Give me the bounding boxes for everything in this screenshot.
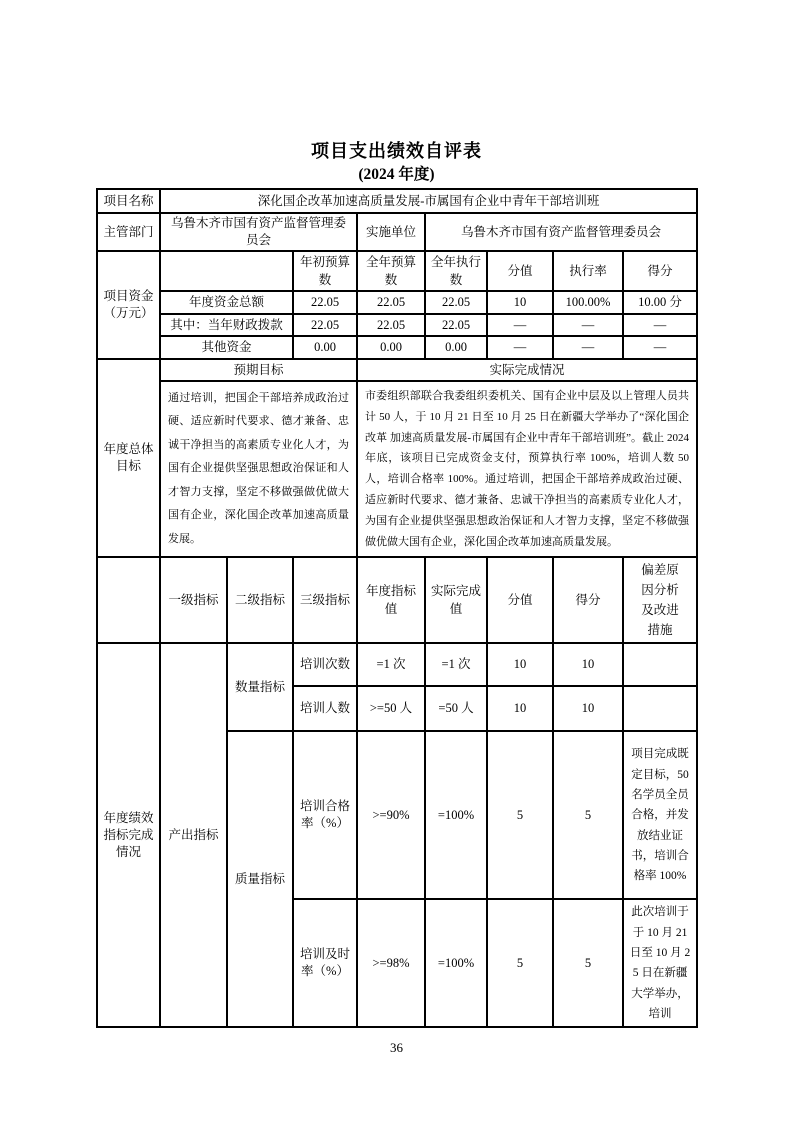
funding-annual-value: 22.05 (357, 314, 425, 336)
funding-annual-value: 22.05 (357, 291, 425, 314)
indicator-score: 10 (553, 686, 623, 731)
row-goal-header (97, 359, 697, 381)
indicator-actual: =100% (425, 731, 487, 899)
funding-header-annual-executed: 全年执行数 (425, 251, 487, 291)
indicator-name: 培训人数 (293, 686, 357, 731)
indicator-score: 10 (553, 643, 623, 686)
document-title: 项目支出绩效自评表 (311, 141, 482, 161)
indicator-target: >=50 人 (357, 686, 425, 731)
funding-header-initial-budget: 年初预算数 (293, 251, 357, 291)
funding-rate-value: 100.00% (553, 291, 623, 314)
indicator-weight: 5 (487, 899, 553, 1027)
indicator-weight: 10 (487, 643, 553, 686)
indicator-name: 培训次数 (293, 643, 357, 686)
funding-annual-value: 0.00 (357, 336, 425, 359)
funding-header-execution-rate: 执行率 (553, 251, 623, 291)
indicator-header-weight: 分值 (487, 557, 553, 643)
indicator-target: >=90% (357, 731, 425, 899)
row-departments (97, 213, 697, 251)
indicator-quantity-label: 数量指标 (227, 643, 293, 731)
funding-row-label: 年度资金总额 (160, 291, 293, 314)
indicator-remark: 项目完成既定目标，50 名学员全员合格，并发放结业证书，培训合格率 100% (623, 731, 697, 899)
dept-value: 乌鲁木齐市国有资产监督管理委员会 (160, 213, 357, 251)
goal-actual-header: 实际完成情况 (357, 359, 697, 381)
funding-initial-value: 0.00 (293, 336, 357, 359)
indicator-header-level1: 一级指标 (160, 557, 227, 643)
funding-row-label: 其中：当年财政拨款 (160, 314, 293, 336)
funding-header-annual-budget: 全年预算数 (357, 251, 425, 291)
indicator-remark: 此次培训于于 10 月 21 日至 10 月 25 日在新疆大学举办，培训 (623, 899, 697, 1027)
row-indicator-training-count (97, 643, 697, 686)
funding-weight-value: — (487, 336, 553, 359)
indicator-actual: =50 人 (425, 686, 487, 731)
document-subtitle: (2024 年度) (358, 166, 435, 183)
row-funding-total (97, 291, 697, 314)
indicator-section-label: 年度绩效指标完成情况 (97, 643, 160, 1027)
indicator-actual: =1 次 (425, 643, 487, 686)
project-name-label: 项目名称 (97, 189, 160, 213)
indicator-remark (623, 686, 697, 731)
row-indicator-header (97, 557, 697, 643)
project-name-value: 深化国企改革加速高质量发展-市属国有企业中青年干部培训班 (160, 189, 697, 213)
impl-unit-label: 实施单位 (357, 213, 425, 251)
indicator-name: 培训及时率（%） (293, 899, 357, 1027)
row-funding-header (97, 251, 697, 291)
row-project-name (97, 189, 697, 213)
funding-score-value: 10.00 分 (623, 291, 697, 314)
funding-weight-value: — (487, 314, 553, 336)
funding-rate-value: — (553, 314, 623, 336)
indicator-score: 5 (553, 731, 623, 899)
goal-expected-text: 通过培训，把国企干部培养成政治过硬、适应新时代要求、德才兼备、忠诚干净担当的高素质专业化人才，为国有企业提供坚强思想政治保证和人才智力支撑，坚定不移做强做优做大国有企业，深化国企改革加速高质量发展。 (160, 381, 357, 557)
funding-section-label: 项目资金（万元） (97, 251, 160, 359)
indicator-blank-cell (97, 557, 160, 643)
indicator-header-deviation: 偏差原因分析及改进措施 (623, 557, 697, 643)
funding-executed-value: 0.00 (425, 336, 487, 359)
indicator-name: 培训合格率（%） (293, 731, 357, 899)
indicator-header-actual: 实际完成值 (425, 557, 487, 643)
funding-score-value: — (623, 336, 697, 359)
indicator-header-level3: 三级指标 (293, 557, 357, 643)
funding-executed-value: 22.05 (425, 314, 487, 336)
indicator-quality-label: 质量指标 (227, 731, 293, 1027)
indicator-target: >=98% (357, 899, 425, 1027)
row-funding-other (97, 336, 697, 359)
funding-score-value: — (623, 314, 697, 336)
indicator-weight: 5 (487, 731, 553, 899)
goal-actual-text: 市委组织部联合我委组织委机关、国有企业中层及以上管理人员共计 50 人，于 10 月 21 日至 10 月 25 日在新疆大学举办了“深化国企改革 加速高质量发展-市属国有企业中青年干部培训班”。截止 2024 年底，该项目已完成资金支付，预算执行率 100%，培训人数 50 人，培训合格率 100%。通过培训，把国企干部培养成政治过硬、适应新时代要求、德才兼备、忠诚干净担当的高素质专业化人才，为国有企业提供坚强思想政治保证和人才智力支撑，坚定不移做强做优做大国有企业，深化国企改革加速高质量发展。 (357, 381, 697, 557)
funding-row-label: 其他资金 (160, 336, 293, 359)
funding-initial-value: 22.05 (293, 291, 357, 314)
indicator-actual: =100% (425, 899, 487, 1027)
page-number: 36 (390, 1040, 403, 1055)
row-funding-fiscal (97, 314, 697, 336)
indicator-level1-label: 产出指标 (160, 643, 227, 1027)
indicator-header-target: 年度指标值 (357, 557, 425, 643)
funding-executed-value: 22.05 (425, 291, 487, 314)
funding-weight-value: 10 (487, 291, 553, 314)
funding-rate-value: — (553, 336, 623, 359)
dept-label: 主管部门 (97, 213, 160, 251)
indicator-score: 5 (553, 899, 623, 1027)
funding-initial-value: 22.05 (293, 314, 357, 336)
indicator-remark (623, 643, 697, 686)
funding-header-score: 得分 (623, 251, 697, 291)
goal-section-label: 年度总体目标 (97, 359, 160, 557)
self-evaluation-table (96, 188, 698, 1028)
funding-blank-cell (160, 251, 293, 291)
impl-unit-value: 乌鲁木齐市国有资产监督管理委员会 (425, 213, 697, 251)
indicator-target: =1 次 (357, 643, 425, 686)
goal-expected-header: 预期目标 (160, 359, 357, 381)
indicator-header-level2: 二级指标 (227, 557, 293, 643)
row-goal-content (97, 381, 697, 557)
indicator-header-score: 得分 (553, 557, 623, 643)
indicator-weight: 10 (487, 686, 553, 731)
funding-header-weight: 分值 (487, 251, 553, 291)
